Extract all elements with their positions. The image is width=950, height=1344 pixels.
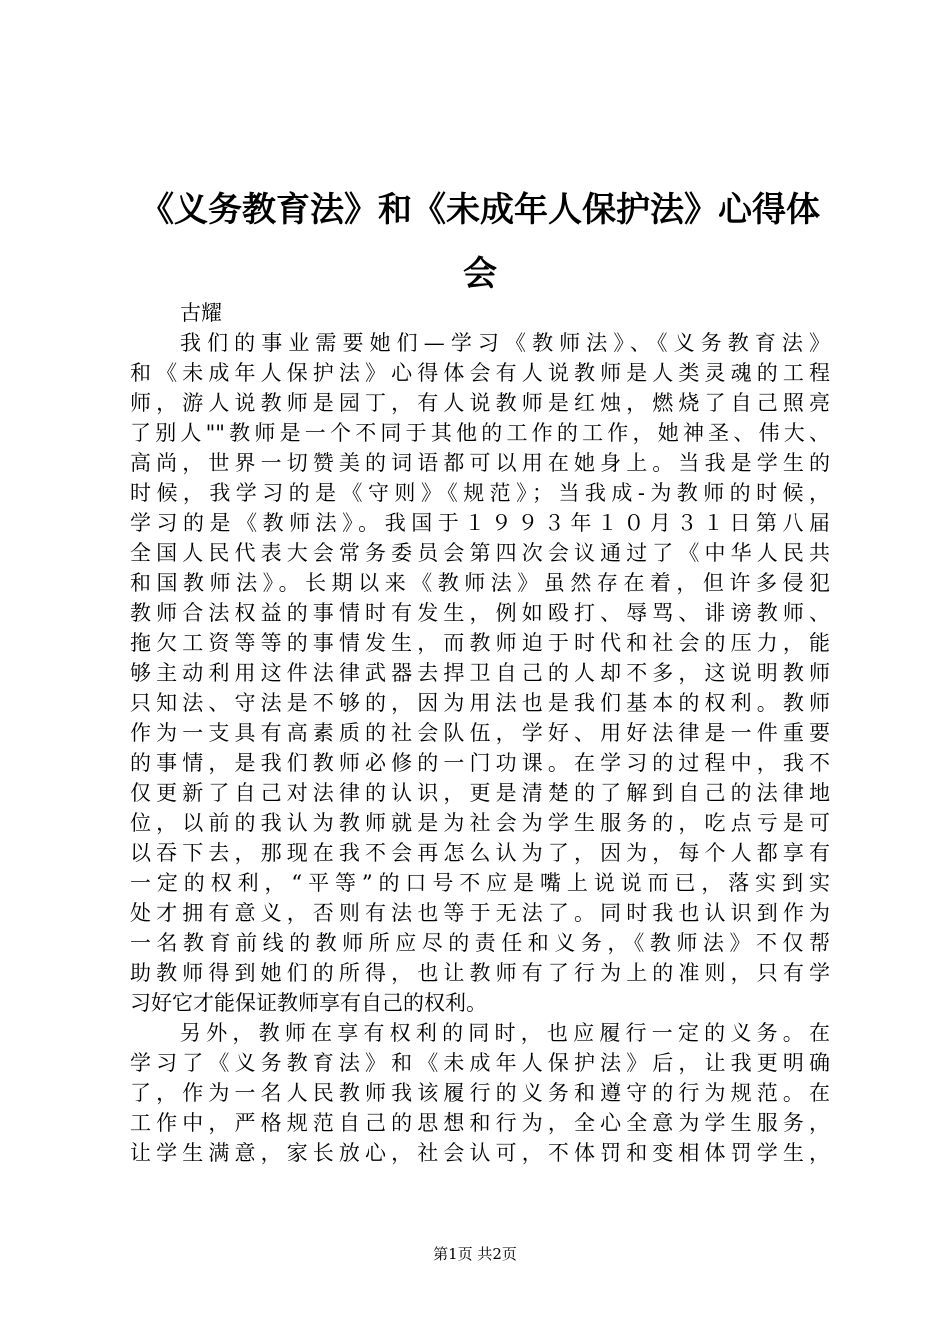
text-line: 高尚，世界一切赞美的词语都可以用在她身上。当我是学生的: [130, 451, 830, 475]
paragraph-1: [130, 328, 830, 1018]
text-line: 助教师得到她们的所得，也让教师有了行为上的准则，只有学: [130, 961, 830, 985]
text-line: 我们的事业需要她们—学习《教师法》、《义务教育法》: [180, 331, 830, 355]
text-line: 了，作为一名人民教师我该履行的义务和遵守的行为规范。在: [130, 1081, 830, 1105]
text-line: 只知法、守法是不够的，因为用法也是我们基本的权利。教师: [130, 691, 830, 715]
text-line: 够主动利用这件法律武器去捍卫自己的人却不多，这说明教师: [130, 661, 830, 685]
text-line: 拖欠工资等等的事情发生，而教师迫于时代和社会的压力，能: [130, 631, 830, 655]
text-line: 学习的是《教师法》。我国于１９９３年１０月３１日第八届: [130, 511, 830, 535]
document-body: [130, 328, 830, 1168]
text-line: 位，以前的我认为教师就是为社会为学生服务的，吃点亏是可: [130, 811, 830, 835]
text-line: 时候，我学习的是《守则》《规范》；当我成-为教师的时候，: [130, 481, 830, 505]
page-indicator: 第1页 共2页: [433, 1245, 517, 1263]
text-line: 另外，教师在享有权利的同时，也应履行一定的义务。在: [180, 1021, 830, 1045]
text-line: 和《未成年人保护法》心得体会有人说教师是人类灵魂的工程: [130, 361, 830, 385]
text-line: 全国人民代表大会常务委员会第四次会议通过了《中华人民共: [130, 541, 830, 565]
text-line: 师，游人说教师是园丁，有人说教师是红烛，燃烧了自己照亮: [130, 391, 830, 415]
text-line: 处才拥有意义，否则有法也等于无法了。同时我也认识到作为: [130, 901, 830, 925]
text-line: 教师合法权益的事情时有发生，例如殴打、辱骂、诽谤教师、: [130, 601, 830, 625]
paragraph-2: [130, 1018, 830, 1168]
text-line: 和国教师法》。长期以来《教师法》虽然存在着，但许多侵犯: [130, 571, 830, 595]
page-footer: [0, 1244, 950, 1264]
author-name: 古耀: [180, 301, 222, 325]
text-line: 一定的权利，“平等”的口号不应是嘴上说说而已，落实到实: [130, 871, 830, 895]
text-line: 以吞下去，那现在我不会再怎么认为了，因为，每个人都享有: [130, 841, 830, 865]
text-line: 的事情，是我们教师必修的一门功课。在学习的过程中，我不: [130, 751, 830, 775]
document-title: [130, 178, 830, 306]
text-line: 工作中，严格规范自己的思想和行为，全心全意为学生服务，: [130, 1111, 830, 1135]
text-line: 学习了《义务教育法》和《未成年人保护法》后，让我更明确: [130, 1051, 830, 1075]
text-line: 一名教育前线的教师所应尽的责任和义务，《教师法》不仅帮: [130, 931, 830, 955]
title-line: 《义务教育法》和《未成年人保护法》心得体: [140, 190, 820, 230]
text-line: 习好它才能保证教师享有自己的权利。: [130, 991, 487, 1015]
text-line: 让学生满意，家长放心，社会认可，不体罚和变相体罚学生，: [130, 1141, 830, 1165]
text-line: 仅更新了自己对法律的认识，更是清楚的了解到自己的法律地: [130, 781, 830, 805]
title-line: 会: [463, 254, 497, 294]
text-line: 作为一支具有高素质的社会队伍，学好、用好法律是一件重要: [130, 721, 830, 745]
text-line: 了别人""教师是一个不同于其他的工作的工作，她神圣、伟大、: [130, 421, 830, 445]
